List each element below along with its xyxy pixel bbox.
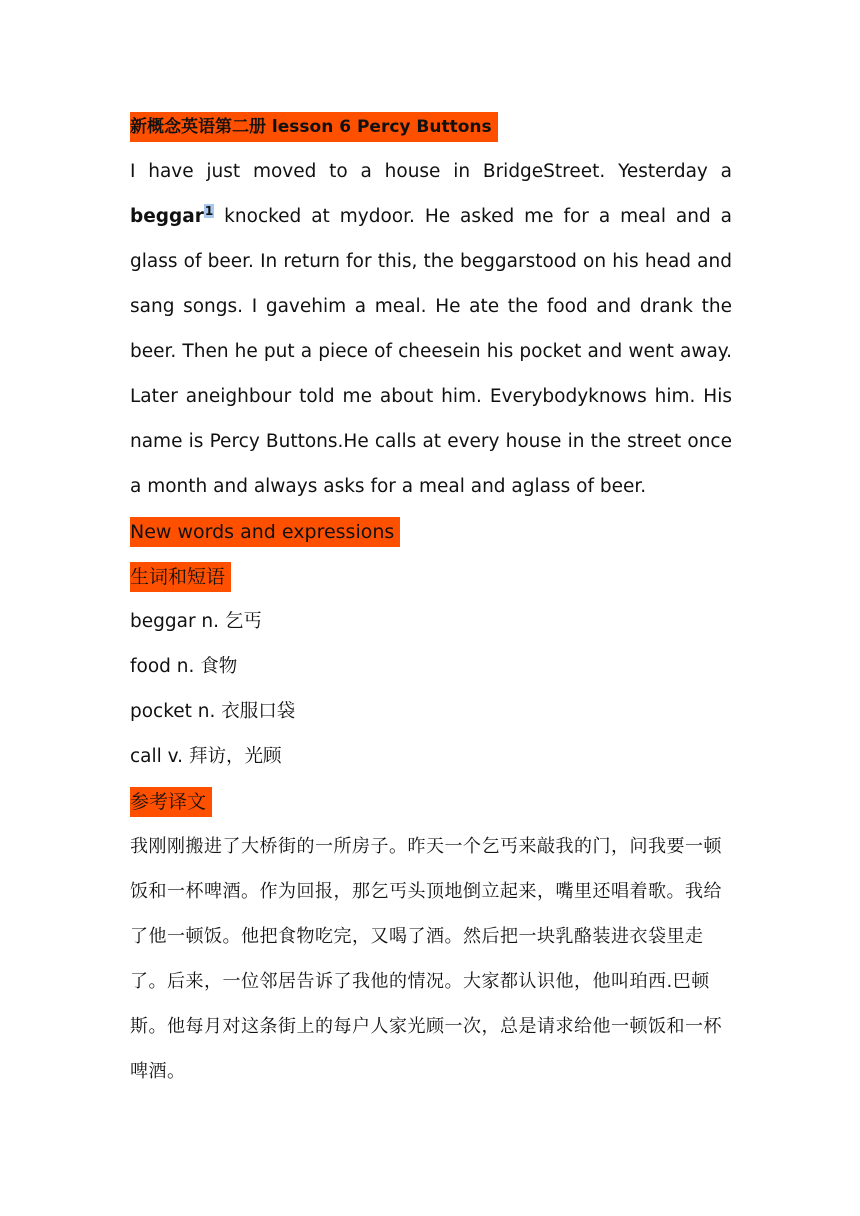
document-body <box>130 104 732 1094</box>
section-cn-line <box>130 554 732 599</box>
footnote-mark[interactable]: 1 <box>204 203 214 218</box>
section-heading-en: New words and expressions <box>130 517 400 547</box>
vocab-list <box>130 599 732 779</box>
vocab-item: pocket n. 衣服口袋 <box>130 701 296 722</box>
lesson-title: 新概念英语第二册 lesson 6 Percy Buttons <box>130 112 498 142</box>
section-heading-cn: 生词和短语 <box>130 562 231 592</box>
translation-paragraph: 我刚刚搬进了大桥街的一所房子。昨天一个乞丐来敲我的门，问我要一顿饭和一杯啤酒。作为回报，那乞丐头顶地倒立起来，嘴里还唱着歌。我给了他一顿饭。他把食物吃完，又喝了酒。然后把一块乳酪装进衣袋里走了。后来，一位邻居告诉了我他的情况。大家都认识他，他叫珀西.巴顿斯。他每月对这条街上的每户人家光顾一次，总是请求给他一顿饭和一杯啤酒。 <box>130 836 722 1082</box>
title-line <box>130 104 732 149</box>
passage-text-before: I have just moved to a house in BridgeStreet. Yesterday a <box>130 161 732 182</box>
translation-heading-line <box>130 779 732 824</box>
vocab-item: beggar n. 乞丐 <box>130 611 262 632</box>
passage-paragraph <box>130 149 732 509</box>
passage-text-after: knocked at mydoor. He asked me for a meal and a glass of beer. In return for this, the beggarstood on his head and sang songs. I gavehim a meal. He ate the food and drank the beer. Then he put a piece of cheesein his pocket and went away. Later aneighbour told me about him. Everybodyknows him. His name is Percy Buttons.He calls at every house in the street once a month and always asks for a meal and aglass of beer. <box>130 206 732 497</box>
vocab-item: call v. 拜访，光顾 <box>130 746 282 767</box>
translation-heading: 参考译文 <box>130 787 212 817</box>
vocab-item: food n. 食物 <box>130 656 238 677</box>
passage-bold-word: beggar <box>130 206 204 227</box>
section-en-line <box>130 509 732 554</box>
